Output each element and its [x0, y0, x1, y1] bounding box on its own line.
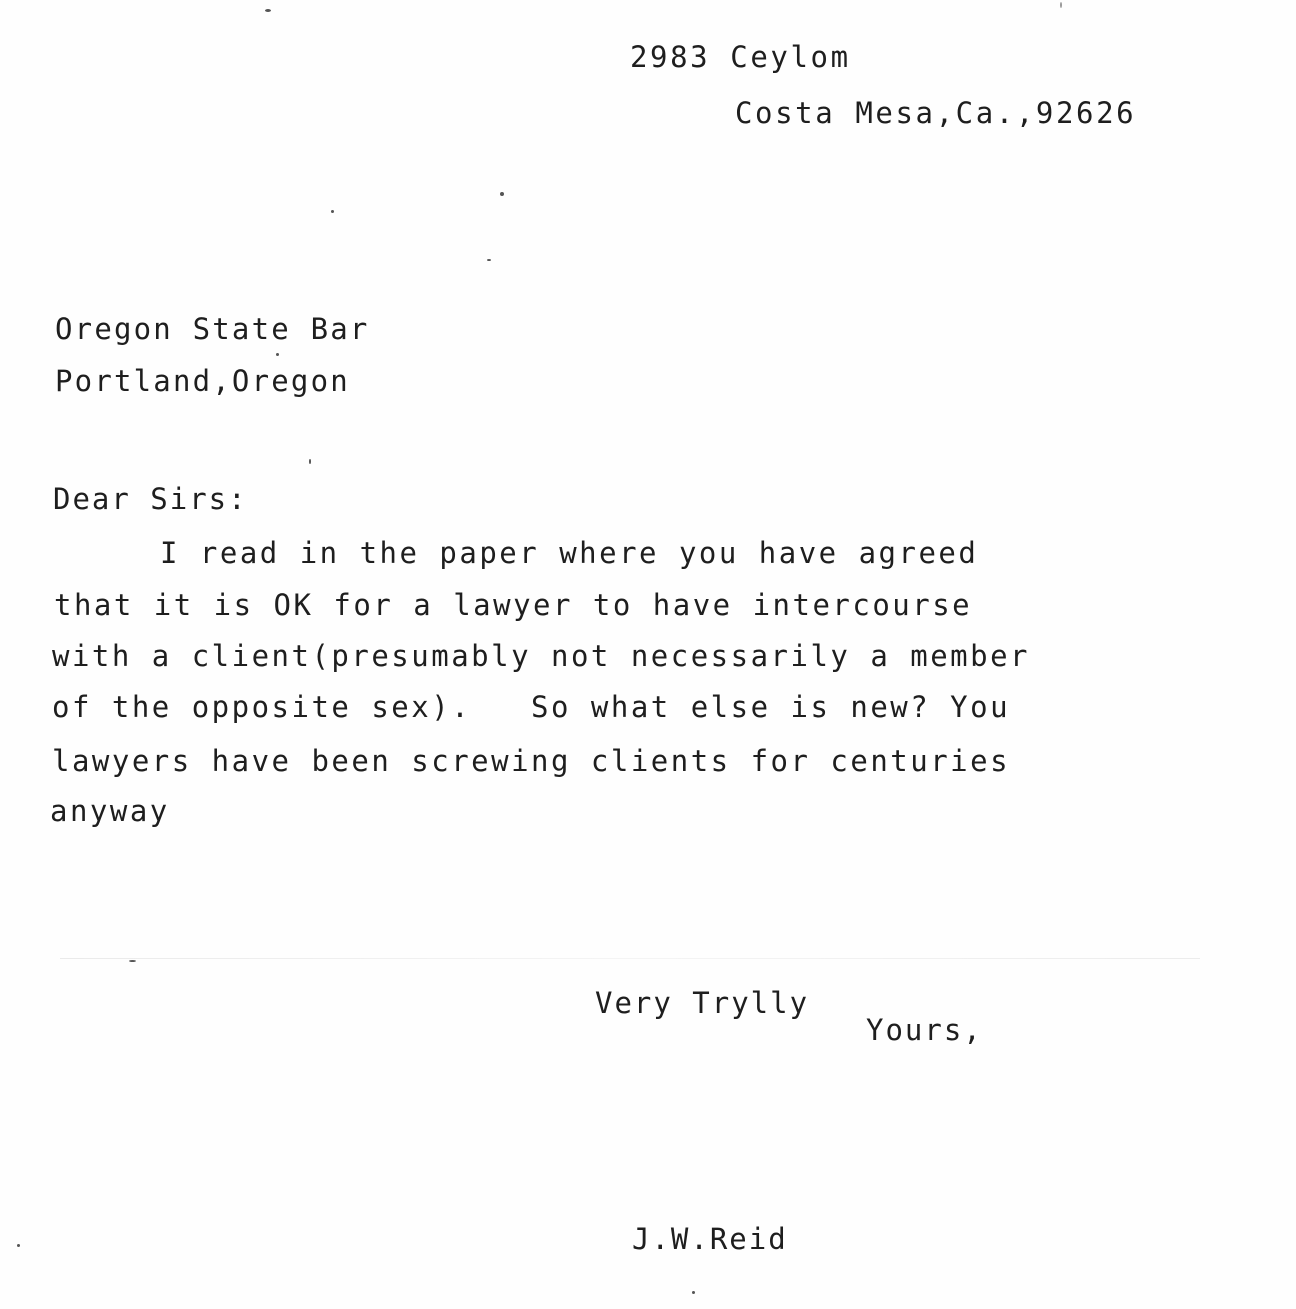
scan-speck — [1060, 2, 1062, 8]
paper-fold-line — [60, 958, 1200, 959]
body-line: of the opposite sex). So what else is new? You — [52, 690, 1011, 724]
body-line: I read in the paper where you have agreed — [160, 536, 979, 570]
scan-speck — [129, 960, 136, 962]
scan-speck — [487, 259, 491, 261]
body-line: anyway — [50, 794, 170, 828]
body-line: that it is OK for a lawyer to have intercourse — [54, 588, 973, 622]
return-city: Costa Mesa,Ca.,92626 — [735, 96, 1137, 130]
closing-part2: Yours, — [866, 1013, 983, 1047]
scan-speck — [309, 459, 311, 464]
scan-speck — [331, 210, 334, 213]
salutation: Dear Sirs: — [53, 482, 248, 516]
scan-speck — [17, 1244, 20, 1247]
signature: J.W.Reid — [632, 1222, 788, 1256]
scan-speck — [500, 192, 504, 196]
recipient-city: Portland,Oregon — [55, 364, 350, 398]
return-street: 2983 Ceylom — [630, 40, 851, 74]
closing-part1: Very Trylly — [595, 986, 810, 1020]
scan-speck — [265, 9, 271, 12]
scan-speck — [276, 353, 279, 356]
scan-speck — [692, 1291, 695, 1294]
recipient-name: Oregon State Bar — [55, 312, 370, 346]
body-line: with a client(presumably not necessarily a member — [52, 639, 1031, 673]
body-line: lawyers have been screwing clients for centuries — [52, 744, 1011, 778]
